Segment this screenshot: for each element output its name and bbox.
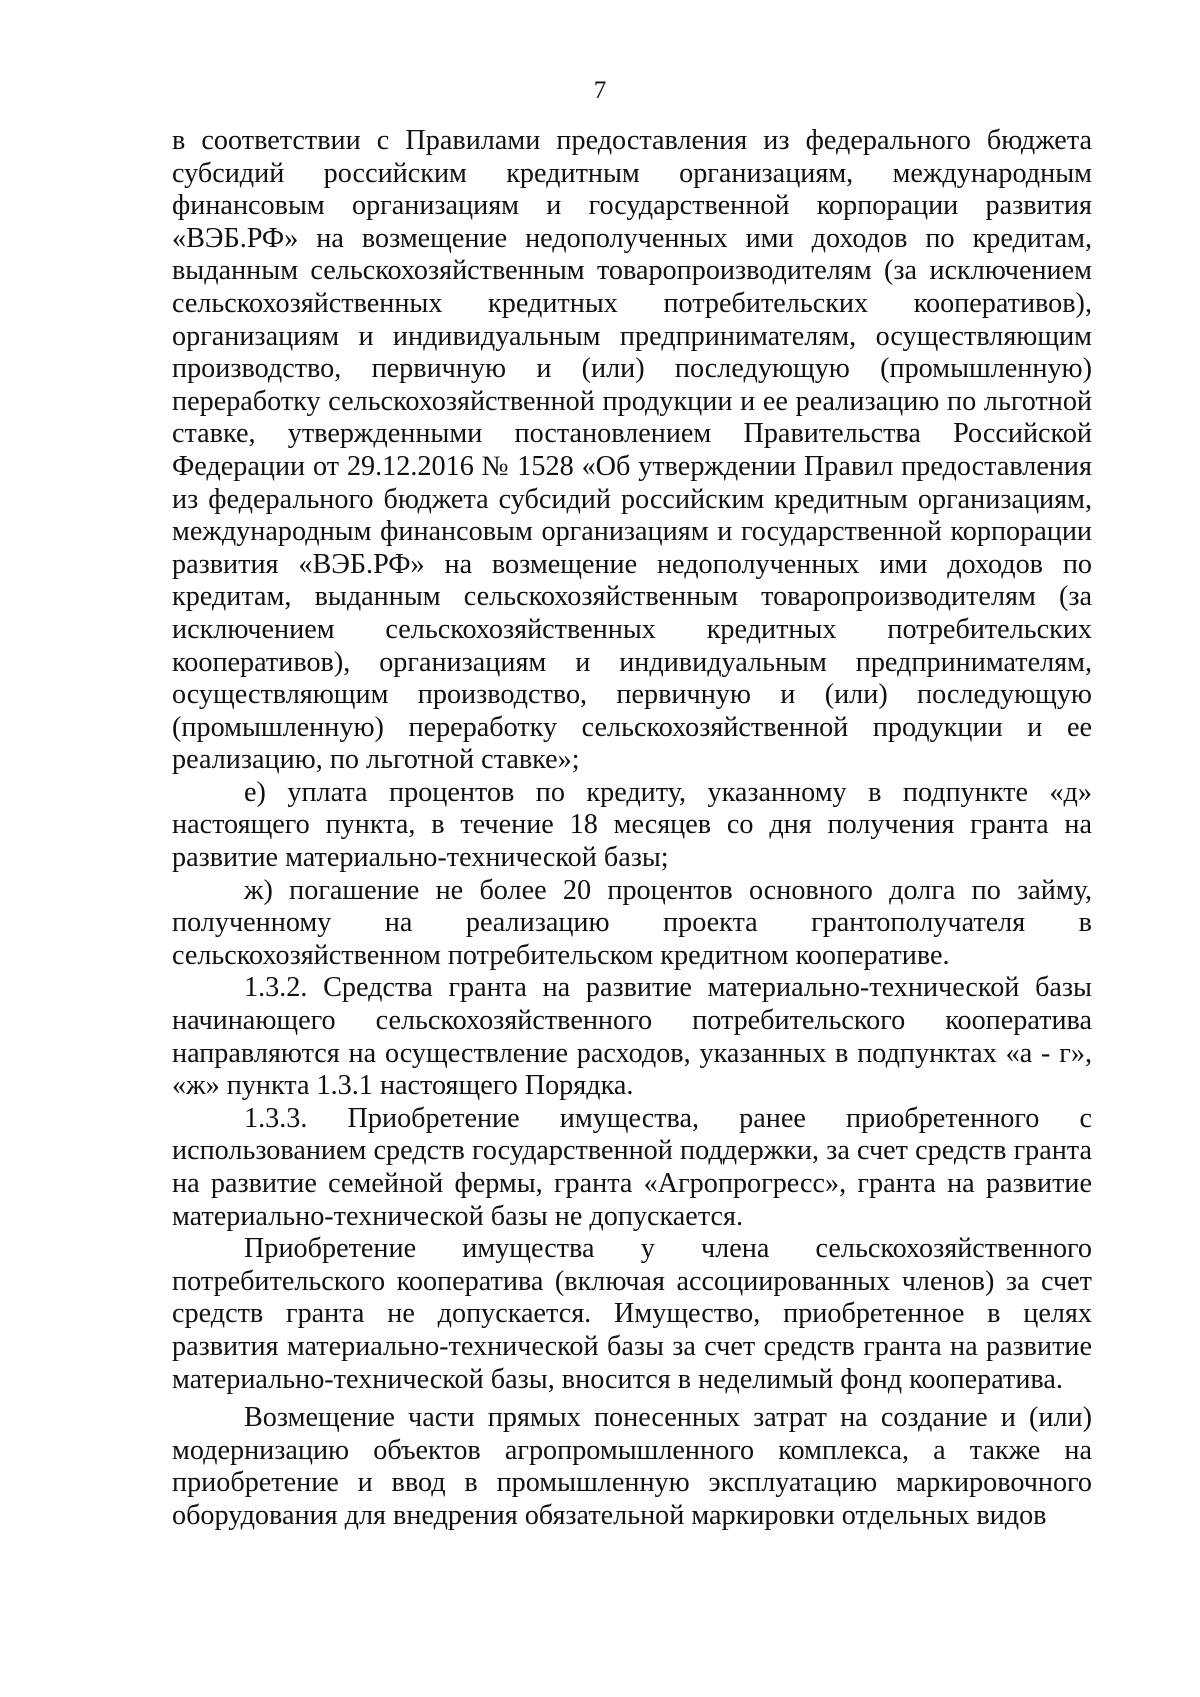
paragraph-continuation: в соответствии с Правилами предоставления из федерального бюджета субсидий российским кредитным организациям, международным финансовым организациям и государственной корпорации развития «ВЭБ.РФ» на возмещение недополученных ими доходов по кредитам, выданным сельскохозяйственным товаропроизводителям (за исключением сельскохозяйственных кредитных потребительских кооперативов), организациям и индивидуальным предпринимателям, осуществляющим производство, первичную и (или) последующую (промышленную) переработку сельскохозяйственной продукции и ее реализацию по льготной ставке, утвержденными постановлением Правительства Российской Федерации от 29.12.2016 № 1528 «Об утверждении Правил предоставления из федерального бюджета субсидий российским кредитным организациям, международным финансовым организациям и государственной корпорации развития «ВЭБ.РФ» на возмещение недополученных ими доходов по кредитам, выданным сельскохозяйственным товаропроизводителям (за исключением сельскохозяйственных кредитных потребительских кооперативов), организациям и индивидуальным предпринимателям, осуществляющим производство, первичную и (или) последующую (промышленную) переработку сельскохозяйственной продукции и ее реализацию, по льготной ставке»;	[172, 125, 1092, 776]
document-body	[172, 125, 1092, 1533]
paragraph-item-e: е) уплата процентов по кредиту, указанному в подпункте «д» настоящего пункта, в течение 18 месяцев со дня получения гранта на развитие материально-технической базы;	[172, 776, 1092, 874]
paragraph-1-3-3: 1.3.3. Приобретение имущества, ранее приобретенного с использованием средств государственной поддержки, за счет средств гранта на развитие семейной фермы, гранта «Агропрогресс», гранта на развитие материально-технической базы не допускается.	[172, 1102, 1092, 1232]
paragraph-property-acquisition: Приобретение имущества у члена сельскохозяйственного потребительского кооператива (включая ассоциированных членов) за счет средств гранта не допускается. Имущество, приобретенное в целях развития материально-технической базы за счет средств гранта на развитие материально-технической базы, вносится в неделимый фонд кооператива.	[172, 1233, 1092, 1395]
paragraph-1-3-2: 1.3.2. Средства гранта на развитие материально-технической базы начинающего сельскохозяйственного потребительского кооператива направляются на осуществление расходов, указанных в подпунктах «а - г», «ж» пункта 1.3.1 настоящего Порядка.	[172, 972, 1092, 1102]
paragraph-cost-reimbursement: Возмещение части прямых понесенных затрат на создание и (или) модернизацию объектов агропромышленного комплекса, а также на приобретение и ввод в промышленную эксплуатацию маркировочного оборудования для внедрения обязательной маркировки отдельных видов	[172, 1402, 1092, 1531]
page-number: 7	[593, 77, 607, 104]
paragraph-item-zh: ж) погашение не более 20 процентов основного долга по займу, полученному на реализацию проекта грантополучателя в сельскохозяйственном потребительском кредитном кооперативе.	[172, 874, 1092, 971]
